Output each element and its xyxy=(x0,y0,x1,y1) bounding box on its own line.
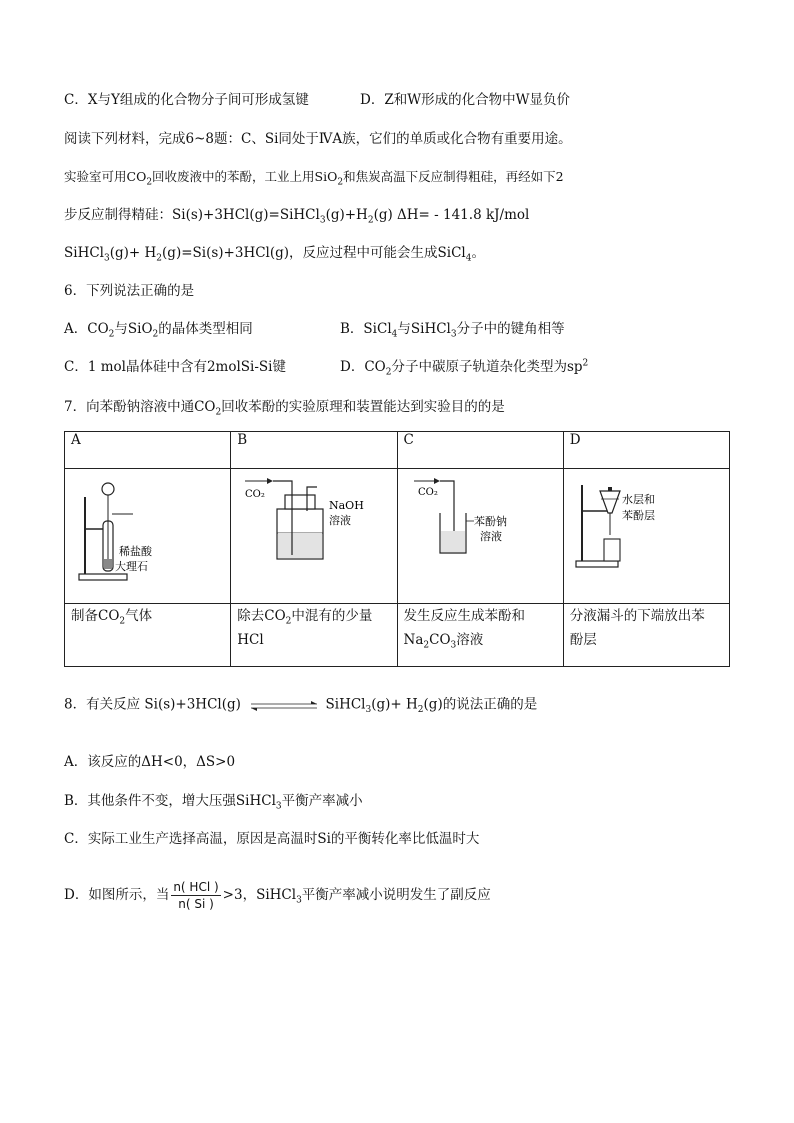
apparatus-c-cell xyxy=(397,469,563,604)
text: 气体 xyxy=(125,608,153,624)
text: 平衡产率减小说明发生了副反应 xyxy=(301,887,491,903)
separatory-funnel xyxy=(600,491,620,513)
caption-c xyxy=(397,604,563,667)
subscript: 2 xyxy=(119,616,126,627)
text: 平衡产率减小 xyxy=(281,793,363,809)
label-dilute-hcl: 稀盐酸 xyxy=(119,545,152,558)
text: D．如图所示，当 xyxy=(64,887,170,903)
label-naoh: NaOH xyxy=(329,499,365,512)
subscript: 2 xyxy=(152,329,159,340)
apparatus-a-diagram xyxy=(71,469,235,603)
q8-option-d xyxy=(64,874,491,916)
subscript: 2 xyxy=(215,407,222,418)
q7-apparatus-table xyxy=(64,431,730,667)
text: (g)+ H xyxy=(371,696,418,713)
table-caption-row xyxy=(65,604,730,667)
ratio-fraction xyxy=(171,879,220,912)
subscript: 4 xyxy=(465,253,472,264)
passage-line-2 xyxy=(64,167,564,187)
text: SiHCl xyxy=(64,245,104,261)
q6-option-a xyxy=(64,319,253,339)
reaction-arrow-icon xyxy=(245,694,321,716)
subscript: 3 xyxy=(365,705,372,716)
subscript: 2 xyxy=(337,177,344,188)
label-co2: CO₂ xyxy=(417,487,438,498)
text: 分子中碳原子轨道杂化类型为sp xyxy=(391,359,583,375)
denominator: n( Si ) xyxy=(178,897,214,911)
apparatus-c-diagram xyxy=(404,469,568,603)
subscript: 2 xyxy=(367,215,374,226)
marble-chips xyxy=(104,559,112,569)
text: 8．有关反应 Si(s)+3HCl(g) xyxy=(64,696,241,713)
text: (g)+ H xyxy=(109,245,157,261)
text: B．SiCl xyxy=(340,321,392,337)
subscript: 4 xyxy=(391,329,398,340)
header-a: A xyxy=(65,432,231,469)
text: 和焦炭高温下反应制得粗硅，再经如下2 xyxy=(343,169,564,184)
text: 分液漏斗的下端放出苯 xyxy=(569,608,705,624)
label-solution: 溶液 xyxy=(479,530,502,543)
numerator: n( HCl ) xyxy=(173,880,219,894)
arrow-head xyxy=(267,478,273,484)
label-phenol-layer: 苯酚层 xyxy=(621,509,655,522)
caption-a xyxy=(65,604,231,667)
text: (g)+H xyxy=(325,207,368,223)
text: 中混有的少量 xyxy=(291,608,373,624)
q5-option-c: C．X与Y组成的化合物分子间可形成氢键 xyxy=(64,92,309,108)
q8-stem xyxy=(64,694,537,716)
subscript: 2 xyxy=(423,640,430,651)
text: B．其他条件不变，增大压强SiHCl xyxy=(64,793,276,809)
subscript: 3 xyxy=(275,801,282,812)
funnel-bulb xyxy=(102,483,114,495)
q6-option-c: C．1 mol晶体硅中含有2molSi-Si键 xyxy=(64,359,286,375)
phenoxide-solution xyxy=(441,531,465,552)
text: 回收苯酚的实验原理和装置能达到实验目的的是 xyxy=(221,399,505,415)
q6-option-d xyxy=(340,357,588,377)
arrow-head xyxy=(434,478,440,484)
text: 。 xyxy=(471,245,485,261)
text: 与SiHCl xyxy=(397,321,451,337)
subscript: 3 xyxy=(450,329,457,340)
q5-option-d: D．Z和W形成的化合物中W显负价 xyxy=(360,92,570,108)
caption-d xyxy=(563,604,729,667)
apparatus-d-cell xyxy=(563,469,729,604)
stopper xyxy=(608,487,612,491)
caption-b xyxy=(231,604,397,667)
apparatus-a-cell xyxy=(65,469,231,604)
subscript: 3 xyxy=(319,215,326,226)
text: CO xyxy=(429,632,451,648)
q8-option-b xyxy=(64,791,363,811)
header-d: D xyxy=(563,432,729,469)
text: 除去CO xyxy=(237,608,286,624)
subscript: 2 xyxy=(385,367,392,378)
text: HCl xyxy=(237,632,264,648)
passage-line-4 xyxy=(64,243,485,263)
text: D．CO xyxy=(340,359,386,375)
text: 分子中的键角相等 xyxy=(456,321,565,337)
stand-base xyxy=(576,561,618,567)
apparatus-b-diagram xyxy=(237,469,401,603)
table-image-row xyxy=(65,469,730,604)
table-header-row xyxy=(65,432,730,469)
subscript: 2 xyxy=(285,616,292,627)
text: (g) ΔH= - 141.8 kJ/mol xyxy=(373,207,530,223)
passage-line-1: 阅读下列材料，完成6~8题：C、Si同处于ⅣA族，它们的单质或化合物有重要用途。 xyxy=(64,131,572,147)
receiving-beaker xyxy=(604,539,620,561)
subscript: 3 xyxy=(104,253,110,264)
q7-stem xyxy=(64,397,505,417)
superscript: 2 xyxy=(582,358,589,369)
text: 与SiO xyxy=(114,321,153,337)
naoh-solution xyxy=(278,533,322,558)
header-c: C xyxy=(397,432,563,469)
label-marble: 大理石 xyxy=(115,560,148,573)
text: 的晶体类型相同 xyxy=(158,321,253,337)
bottle-stopper xyxy=(285,495,315,509)
passage-line-3 xyxy=(64,205,529,225)
stand-base xyxy=(79,574,127,580)
subscript: 3 xyxy=(450,640,457,651)
q6-option-b xyxy=(340,319,565,339)
text: 发生反应生成苯酚和 xyxy=(403,608,525,624)
label-water-layer: 水层和 xyxy=(621,493,655,506)
header-b: B xyxy=(231,432,397,469)
q8-option-c: C．实际工业生产选择高温，原因是高温时Si的平衡转化率比低温时大 xyxy=(64,831,480,847)
q6-stem: 6．下列说法正确的是 xyxy=(64,283,195,299)
text: Na xyxy=(403,632,424,648)
text: A．CO xyxy=(64,321,109,337)
text: (g)=Si(s)+3HCl(g)，反应过程中可能会生成SiCl xyxy=(162,245,466,261)
apparatus-d-diagram xyxy=(570,469,734,603)
text: 回收废液中的苯酚，工业上用SiO xyxy=(152,169,338,184)
subscript: 2 xyxy=(108,329,115,340)
text: 步反应制得精硅：Si(s)+3HCl(g)=SiHCl xyxy=(64,207,320,223)
subscript: 2 xyxy=(146,177,153,188)
text: >3，SiHCl xyxy=(222,887,297,903)
label-co2: CO₂ xyxy=(245,489,266,500)
text: 实验室可用CO xyxy=(64,169,147,184)
label-solution: 溶液 xyxy=(329,514,352,527)
subscript: 3 xyxy=(296,895,302,906)
text: 制备CO xyxy=(71,608,120,624)
apparatus-b-cell xyxy=(231,469,397,604)
label-sodium-phenoxide: 苯酚钠 xyxy=(473,515,507,528)
text: (g)的说法正确的是 xyxy=(423,696,538,713)
text: 溶液 xyxy=(456,632,484,648)
q8-option-a: A．该反应的ΔH<0，ΔS>0 xyxy=(64,754,236,770)
text: 酚层 xyxy=(569,632,597,648)
text: 7．向苯酚钠溶液中通CO xyxy=(64,399,216,415)
text: SiHCl xyxy=(325,696,366,713)
subscript: 2 xyxy=(156,253,163,264)
subscript: 2 xyxy=(417,705,424,716)
